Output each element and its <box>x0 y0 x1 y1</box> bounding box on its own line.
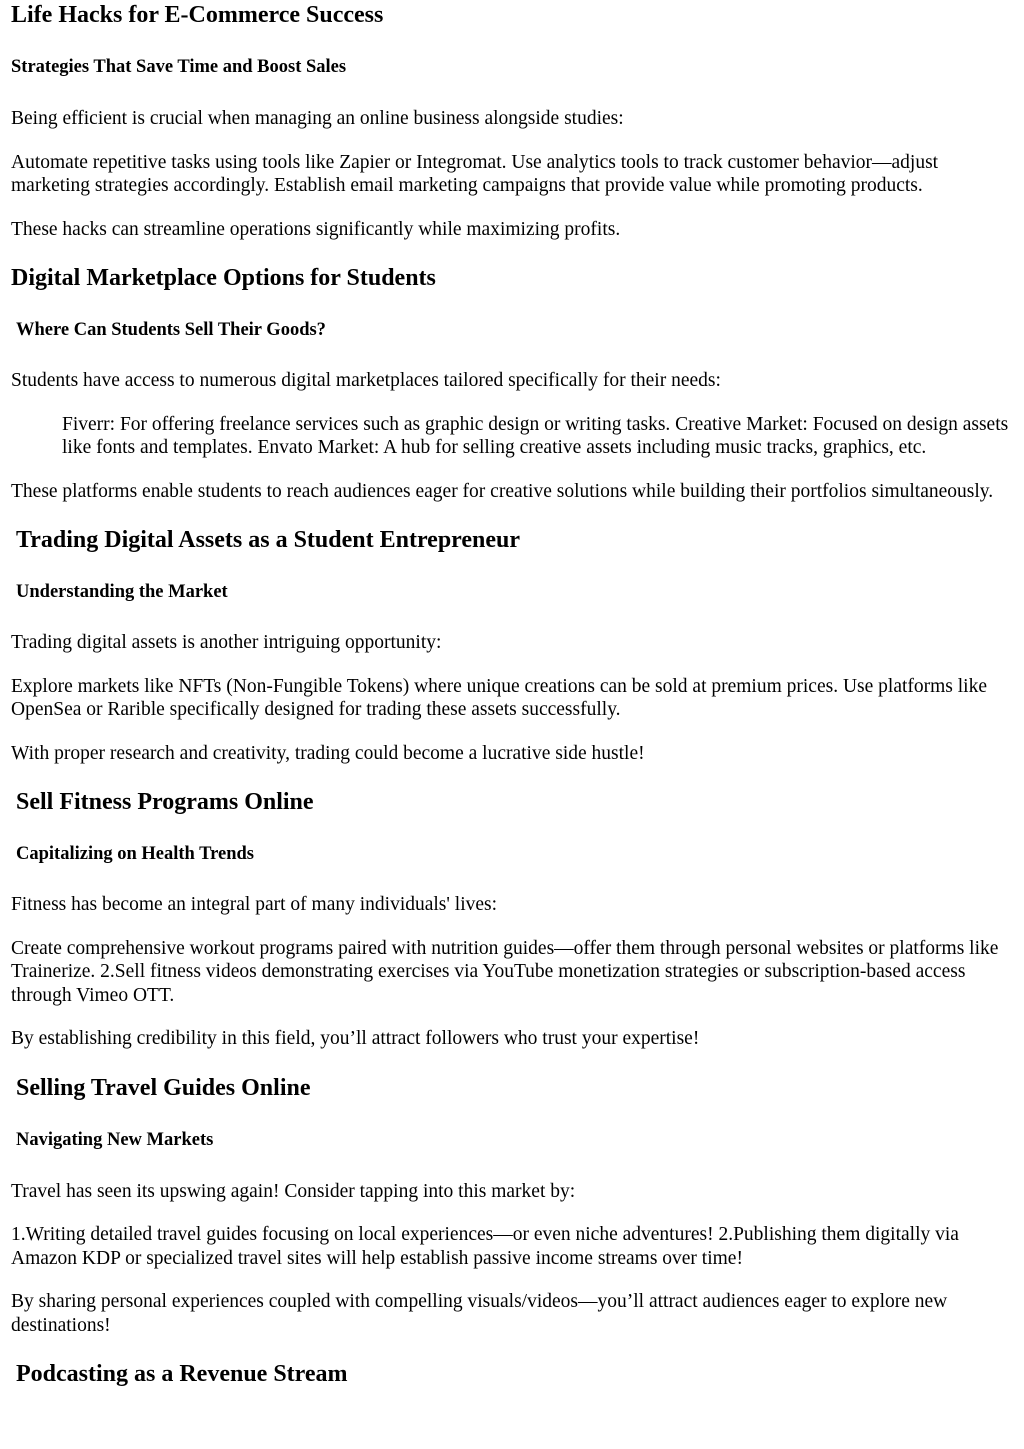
section-heading: Selling Travel Guides Online <box>16 1074 311 1101</box>
article <box>0 1 1024 1388</box>
section-subheading: Where Can Students Sell Their Goods? <box>16 320 326 340</box>
section-heading: Life Hacks for E-Commerce Success <box>11 2 384 28</box>
section-subheading: Strategies That Save Time and Boost Sales <box>11 57 347 77</box>
paragraph: Explore markets like NFTs (Non-Fungible Tokens) where unique creations can be sold at premium prices. Use platforms like OpenSea or Rarible specifically designed for trading these assets successfully. <box>11 675 987 720</box>
paragraph: Being efficient is crucial when managing an online business alongside studies: <box>11 108 624 129</box>
section-heading: Sell Fitness Programs Online <box>16 789 314 815</box>
section-heading: Podcasting as a Revenue Stream <box>16 1361 348 1387</box>
paragraph: Travel has seen its upswing again! Consider tapping into this market by: <box>11 1180 576 1202</box>
section-subheading: Navigating New Markets <box>16 1129 214 1150</box>
paragraph: These platforms enable students to reach audiences eager for creative solutions while building their portfolios simultaneously. <box>11 480 994 502</box>
paragraph: These hacks can streamline operations significantly while maximizing profits. <box>11 218 621 240</box>
paragraph: 1.Writing detailed travel guides focusing on local experiences—or even niche adventures! 2.Publishing them digitally via Amazon KDP or specialized travel sites will help establish passive income streams over time! <box>11 1224 959 1269</box>
paragraph: With proper research and creativity, trading could become a lucrative side hustle! <box>11 742 645 764</box>
section-heading: Trading Digital Assets as a Student Entrepreneur <box>16 527 521 553</box>
section-subheading: Understanding the Market <box>16 582 228 602</box>
paragraph: Create comprehensive workout programs paired with nutrition guides—offer them through personal websites or platforms like Trainerize. 2.Sell fitness videos demonstrating exercises via YouTube monetization strategies or subscription-based access through Vimeo OTT. <box>11 937 999 1006</box>
paragraph: By establishing credibility in this field, you’ll attract followers who trust your expertise! <box>11 1028 700 1049</box>
section-heading: Digital Marketplace Options for Students <box>11 265 436 291</box>
paragraph: Fitness has become an integral part of many individuals' lives: <box>11 894 498 915</box>
paragraph: Automate repetitive tasks using tools like Zapier or Integromat. Use analytics tools to track customer behavior—adjust marketing strategies accordingly. Establish email marketing campaigns that provide value while promoting products. <box>11 151 939 196</box>
section-subheading: Capitalizing on Health Trends <box>16 844 254 864</box>
marketplace-list: Fiverr: For offering freelance services such as graphic design or writing tasks. Creative Market: Focused on design assets like fonts and templates. Envato Market: A hub for selling creative assets including music tracks, graphics, etc. <box>62 413 1009 458</box>
paragraph: By sharing personal experiences coupled with compelling visuals/videos—you’ll attract audiences eager to explore new destinations! <box>11 1291 948 1336</box>
paragraph: Trading digital assets is another intriguing opportunity: <box>11 632 442 653</box>
paragraph: Students have access to numerous digital marketplaces tailored specifically for their needs: <box>11 370 721 391</box>
